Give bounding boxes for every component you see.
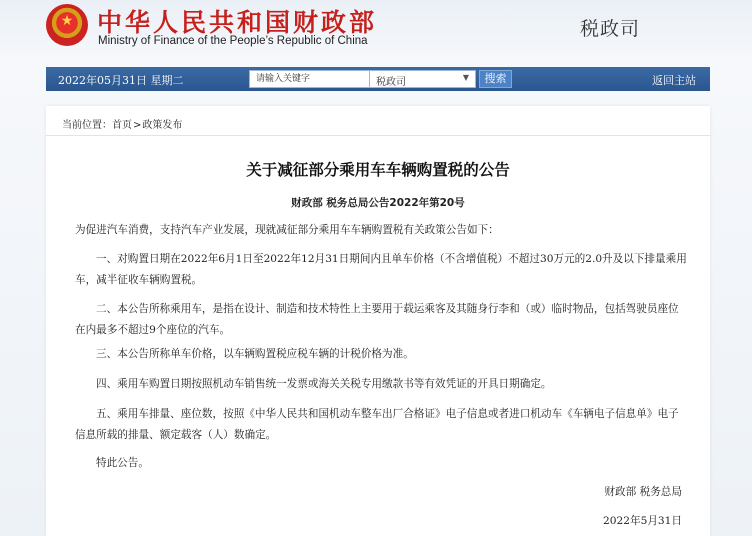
article-paragraph: 五、乘用车排量、座位数，按照《中华人民共和国机动车整车出厂合格证》电子信息或者进口机动车《车辆电子信息单》电子信息所载的排量、额定载客（人）数确定。 xyxy=(75,408,679,441)
article-paragraph: 一、对购置日期在2022年6月1日至2022年12月31日期间内且单车价格（不含增值税）不超过30万元的2.0升及以下排量乘用车，减半征收车辆购置税。 xyxy=(75,253,687,286)
nav-bar xyxy=(46,67,710,91)
department-select-value: 税政司 xyxy=(376,77,406,88)
current-date: 2022年05月31日 星期二 xyxy=(58,74,184,87)
site-logo-subtitle: Ministry of Finance of the People’s Republic of China xyxy=(98,35,368,47)
national-emblem-icon: ★ xyxy=(46,4,88,46)
signature-date: 2022年5月31日 xyxy=(603,515,682,527)
site-header xyxy=(0,0,752,60)
department-name: 税政司 xyxy=(580,18,641,40)
document-number: 财政部 税务总局公告2022年第20号 xyxy=(291,197,465,209)
signature: 财政部 税务总局 xyxy=(604,486,682,498)
article-paragraph: 四、乘用车购置日期按照机动车销售统一发票或海关关税专用缴款书等有效凭证的开具日期确定。 xyxy=(96,378,552,390)
breadcrumb-home-link[interactable]: 首页 xyxy=(112,120,132,131)
breadcrumb-prefix: 当前位置： xyxy=(62,120,112,131)
article-paragraph: 为促进汽车消费，支持汽车产业发展，现就减征部分乘用车车辆购置税有关政策公告如下： xyxy=(75,224,499,236)
chevron-down-icon: ▼ xyxy=(462,73,469,82)
article-title: 关于减征部分乘用车车辆购置税的公告 xyxy=(246,161,510,179)
article-card xyxy=(46,106,710,536)
article-paragraph: 三、本公告所称单车价格，以车辆购置税应税车辆的计税价格为准。 xyxy=(96,348,414,360)
article-paragraph: 特此公告。 xyxy=(96,457,149,469)
breadcrumb xyxy=(46,106,710,136)
breadcrumb-section-link[interactable]: 政策发布 xyxy=(142,120,183,131)
back-to-main-link[interactable]: 返回主站 xyxy=(652,74,696,87)
department-select[interactable] xyxy=(369,70,476,88)
article-paragraph: 二、本公告所称乘用车，是指在设计、制造和技术特性上主要用于载运乘客及其随身行李和（或）临时物品，包括驾驶员座位在内最多不超过9个座位的汽车。 xyxy=(75,303,679,336)
breadcrumb-separator: > xyxy=(133,120,142,131)
search-button[interactable]: 搜索 xyxy=(479,70,512,88)
site-logo-title[interactable]: 中华人民共和国财政部 xyxy=(97,8,378,37)
